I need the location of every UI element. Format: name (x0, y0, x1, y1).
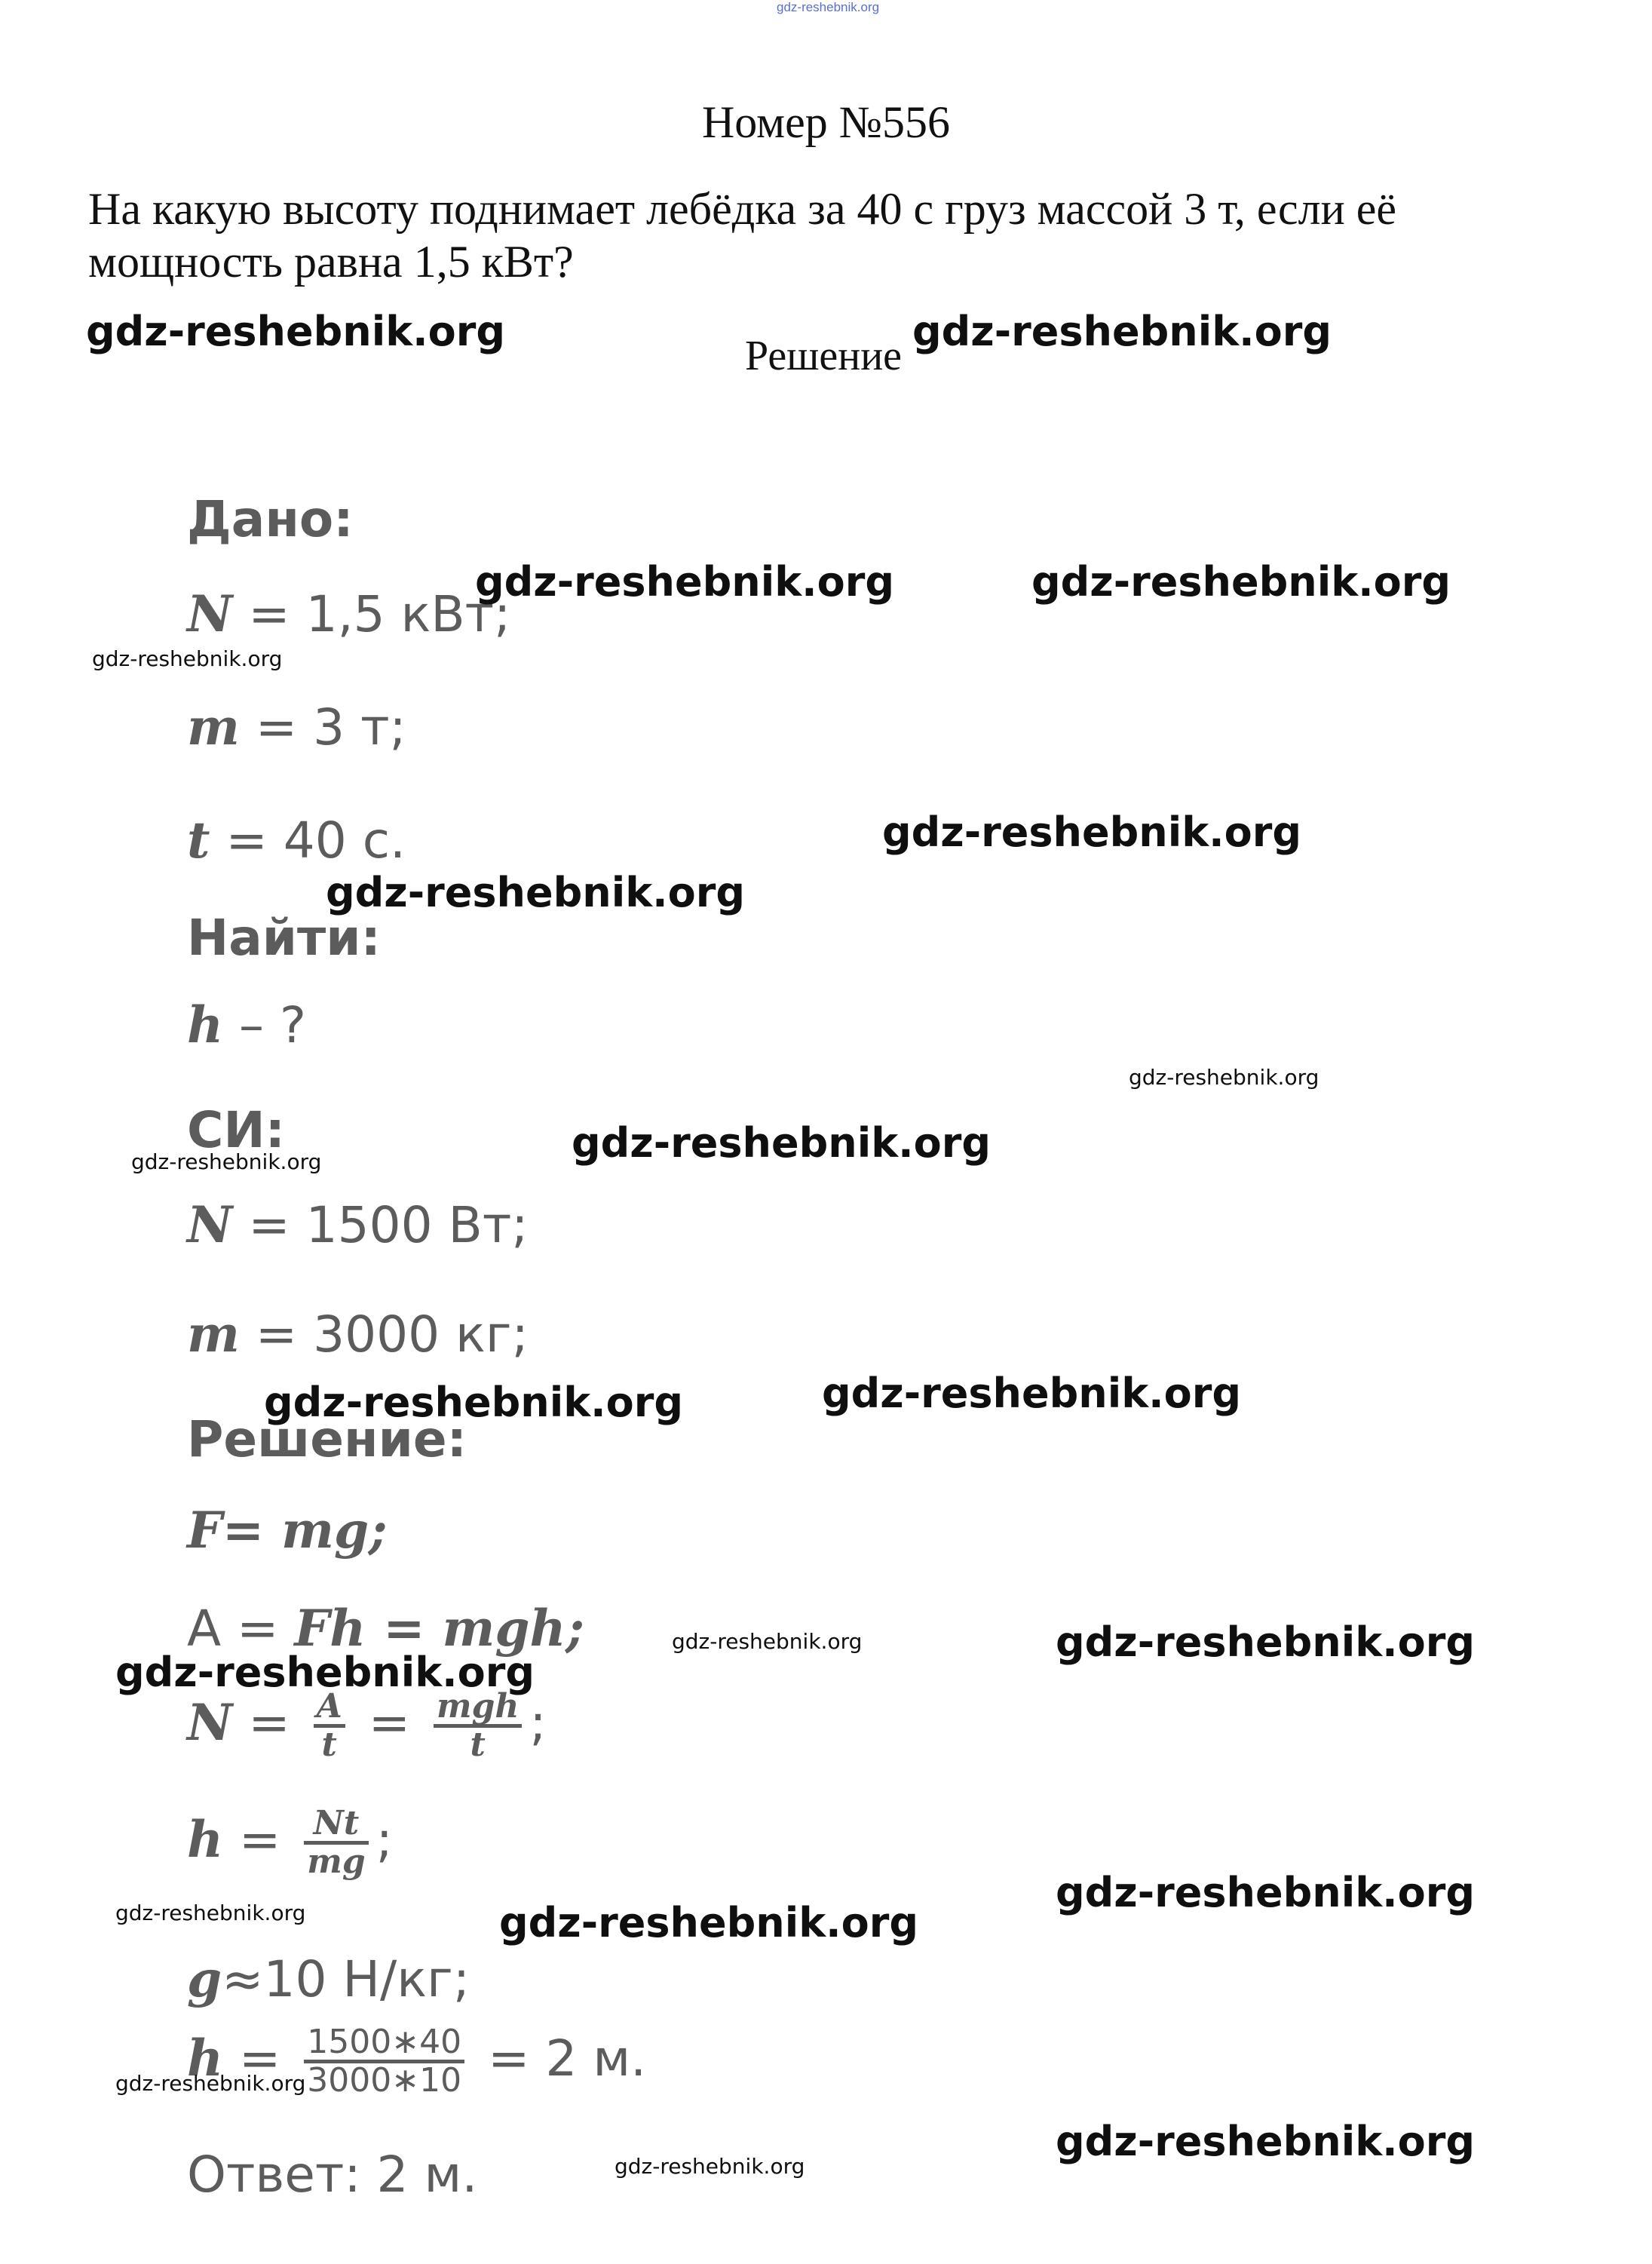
find-height-mark: – ? (238, 996, 306, 1054)
equation-g (187, 1950, 470, 2008)
given-power (187, 584, 510, 643)
watermark: gdz-reshebnik.org (115, 2071, 306, 2096)
given-heading: Дано: (187, 490, 354, 548)
eq-height-end: ; (375, 1810, 393, 1869)
eq-equals: = (238, 2029, 281, 2088)
eq-power-end: ; (529, 1693, 547, 1752)
var-m: m (187, 1305, 240, 1364)
var-g: g (187, 1950, 222, 2008)
given-power-value: = 1,5 кВт; (248, 585, 511, 643)
watermark: gdz-reshebnik.org (1056, 2118, 1476, 2165)
page-title: Номер №556 (701, 97, 951, 147)
fraction-numerator: Nt (304, 1806, 368, 1845)
top-watermark: gdz-reshebnik.org (777, 0, 880, 14)
fraction-numerator: 1500∗40 (304, 2025, 464, 2063)
given-time-value: = 40 с. (225, 811, 406, 870)
var-m: m (187, 698, 240, 756)
eq-force-lhs: F (187, 1501, 222, 1560)
eq-work-rhs: Fh = mgh; (294, 1599, 584, 1658)
fraction-mgh-over-t (434, 1687, 522, 1765)
eq-equals-2: = (368, 1693, 411, 1752)
watermark: gdz-reshebnik.org (822, 1370, 1242, 1417)
fraction-denominator: t (321, 1726, 337, 1765)
watermark: gdz-reshebnik.org (475, 558, 895, 606)
watermark: gdz-reshebnik.org (115, 1900, 306, 1925)
watermark: gdz-reshebnik.org (326, 869, 746, 916)
si-mass (187, 1305, 529, 1364)
eq-equals: = (238, 1810, 281, 1869)
si-mass-value: = 3000 кг; (255, 1305, 529, 1364)
fraction-numerator: A (314, 1689, 345, 1728)
eq-power-lhs: N (187, 1692, 233, 1752)
problem-text: На какую высоту поднимает лебёдка за 40 с груз массой 3 т, если её мощность равна 1,5 кВт? (88, 184, 1396, 287)
fraction-denominator: t (470, 1726, 486, 1765)
watermark: gdz-reshebnik.org (912, 308, 1332, 355)
find-heading: Найти: (187, 909, 381, 967)
answer: Ответ: 2 м. (187, 2146, 478, 2204)
solution-heading: Решение: (187, 1410, 467, 1468)
given-mass (187, 698, 406, 756)
si-power (187, 1195, 529, 1254)
given-mass-value: = 3 т; (255, 698, 406, 756)
find-height (187, 995, 306, 1054)
watermark: gdz-reshebnik.org (572, 1119, 992, 1167)
eq-force-rhs: = mg; (222, 1501, 388, 1560)
watermark: gdz-reshebnik.org (672, 1629, 863, 1654)
watermark: gdz-reshebnik.org (264, 1379, 684, 1426)
equation-power (187, 1687, 547, 1765)
watermark: gdz-reshebnik.org (131, 1149, 322, 1174)
solution-title: Решение (745, 333, 903, 379)
fraction-denominator: mg (307, 1842, 366, 1882)
fraction-numeric (304, 2025, 464, 2098)
si-power-value: = 1500 Вт; (248, 1196, 529, 1254)
watermark: gdz-reshebnik.org (882, 808, 1302, 856)
watermark: gdz-reshebnik.org (499, 1899, 919, 1946)
var-N: N (187, 584, 233, 643)
si-heading: СИ: (187, 1101, 286, 1159)
watermark: gdz-reshebnik.org (615, 2154, 805, 2179)
equation-height (187, 1804, 393, 1882)
eq-height-lhs: h (187, 1809, 223, 1869)
var-N: N (187, 1195, 233, 1254)
equation-force (187, 1501, 387, 1560)
fraction-nt-over-mg (304, 1804, 368, 1882)
watermark: gdz-reshebnik.org (1031, 558, 1451, 606)
eq-equals-1: = (248, 1693, 290, 1752)
var-h: h (187, 995, 223, 1054)
given-time (187, 811, 406, 870)
eq-result-lhs: h (187, 2028, 223, 2088)
watermark: gdz-reshebnik.org (1056, 1869, 1476, 1916)
watermark: gdz-reshebnik.org (92, 646, 283, 671)
eq-g-value: ≈10 Н/кг; (222, 1950, 470, 2008)
var-t: t (187, 811, 210, 870)
fraction-denominator: 3000∗10 (307, 2061, 462, 2100)
eq-result-value: = 2 м. (488, 2029, 647, 2088)
fraction-a-over-t (314, 1687, 345, 1765)
watermark: gdz-reshebnik.org (86, 308, 506, 355)
fraction-numerator: mgh (434, 1689, 522, 1728)
eq-work-lhs: A = (187, 1600, 295, 1658)
watermark: gdz-reshebnik.org (115, 1649, 535, 1696)
watermark: gdz-reshebnik.org (1129, 1065, 1319, 1090)
watermark: gdz-reshebnik.org (1056, 1618, 1476, 1666)
